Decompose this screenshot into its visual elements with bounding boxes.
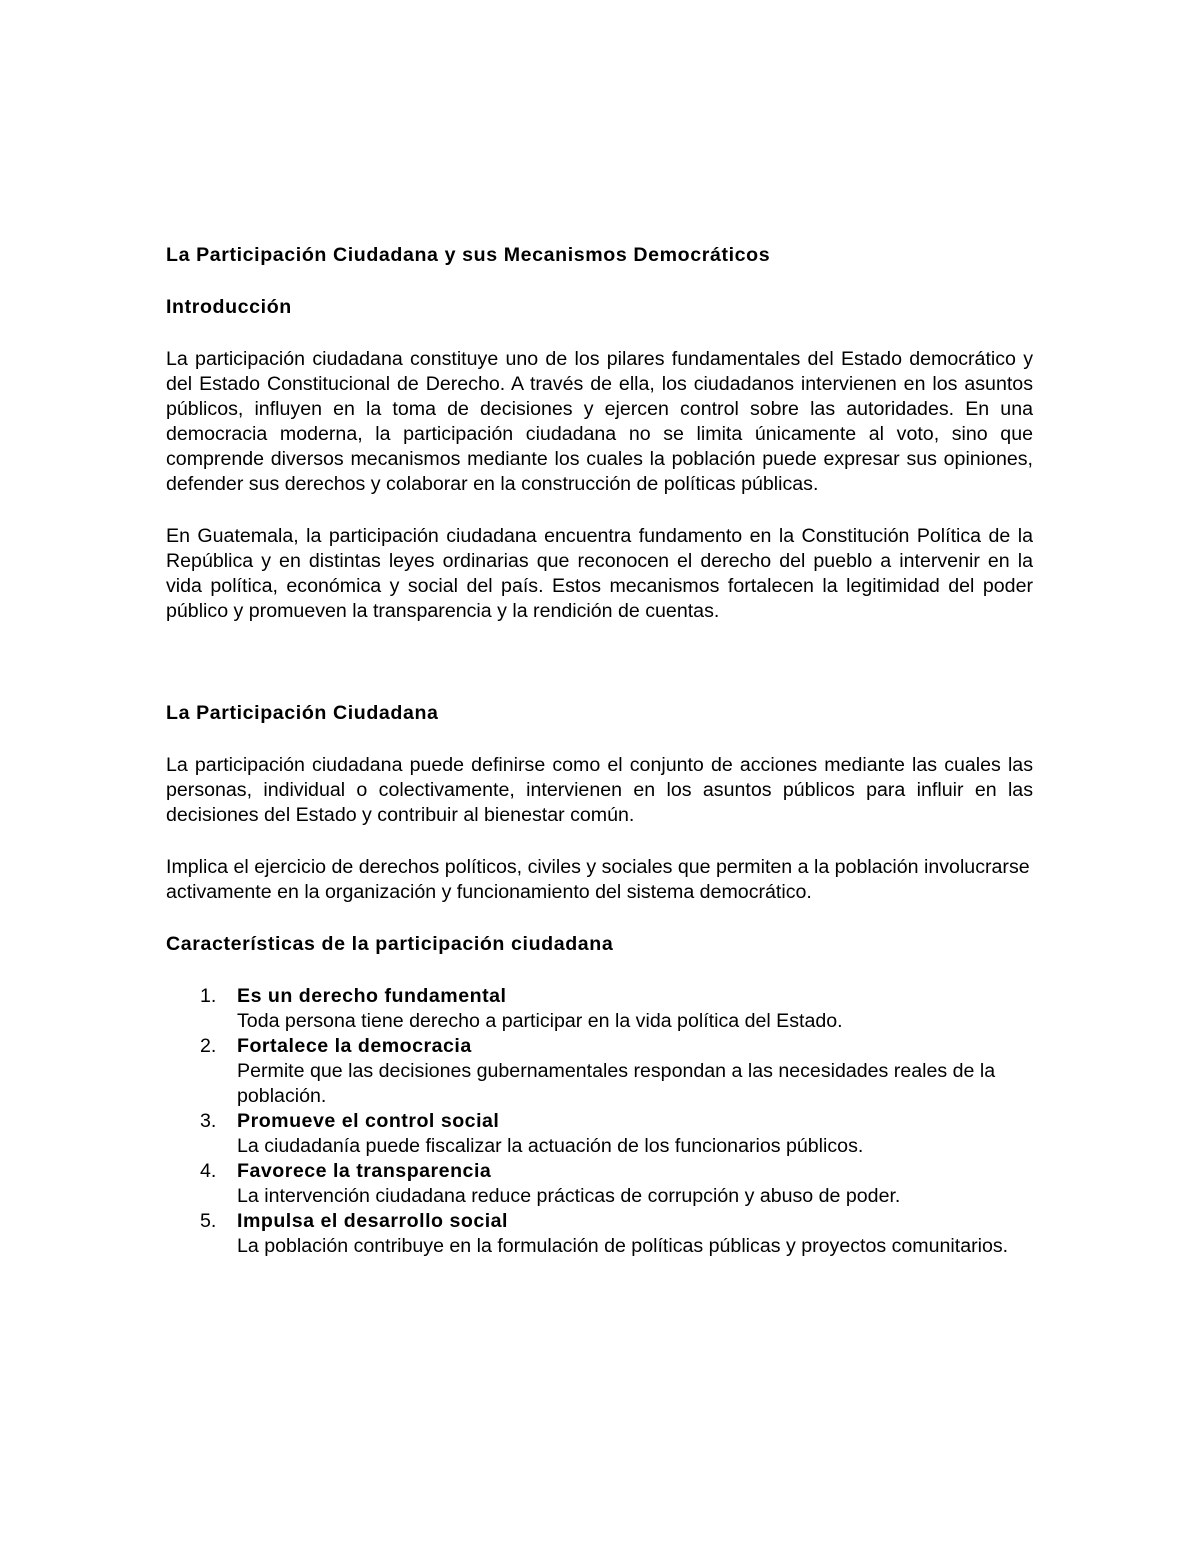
list-item bbox=[166, 984, 1033, 1034]
section-paragraph: Implica el ejercicio de derechos políticos, civiles y sociales que permiten a la población involucrarse activamente en la organización y funcionamiento del sistema democrático. bbox=[166, 856, 1030, 903]
list-item-number: 2. bbox=[200, 1035, 217, 1057]
list-item-description: La población contribuye en la formulación de políticas públicas y proyectos comunitarios. bbox=[237, 1235, 1009, 1257]
intro-paragraph: En Guatemala, la participación ciudadana encuentra fundamento en la Constitución Política de la República y en distintas leyes ordinarias que reconocen el derecho del pueblo a intervenir en la vida política, económica y social del país. Estos mecanismos fortalecen la legitimidad del poder público y promueven la transparencia y la rendición de cuentas. bbox=[166, 525, 1033, 622]
document-title: La Participación Ciudadana y sus Mecanismos Democráticos bbox=[166, 244, 771, 266]
list-item bbox=[166, 1109, 1033, 1159]
characteristics-list bbox=[166, 984, 1033, 1259]
list-item-title: Fortalece la democracia bbox=[237, 1035, 472, 1057]
intro-heading: Introducción bbox=[166, 296, 292, 318]
document-page bbox=[166, 243, 1033, 1259]
section-heading: La Participación Ciudadana bbox=[166, 702, 439, 724]
list-item-title: Es un derecho fundamental bbox=[237, 985, 507, 1007]
list-item-title: Favorece la transparencia bbox=[237, 1160, 492, 1182]
list-item-description: Toda persona tiene derecho a participar en la vida política del Estado. bbox=[237, 1010, 843, 1032]
section-paragraph: La participación ciudadana puede definirse como el conjunto de acciones mediante las cuales las personas, individual o colectivamente, intervienen en los asuntos públicos para influir en las decisiones del Estado y contribuir al bienestar común. bbox=[166, 754, 1033, 826]
list-item bbox=[166, 1034, 1033, 1109]
list-item-description: Permite que las decisiones gubernamentales respondan a las necesidades reales de la población. bbox=[237, 1060, 996, 1107]
list-item-number: 3. bbox=[200, 1110, 217, 1132]
list-item-number: 4. bbox=[200, 1160, 217, 1182]
intro-paragraph: La participación ciudadana constituye uno de los pilares fundamentales del Estado democrático y del Estado Constitucional de Derecho. A través de ella, los ciudadanos intervienen en los asuntos públicos, influyen en la toma de decisiones y ejercen control sobre las autoridades. En una democracia moderna, la participación ciudadana no se limita únicamente al voto, sino que comprende diversos mecanismos mediante los cuales la población puede expresar sus opiniones, defender sus derechos y colaborar en la construcción de políticas públicas. bbox=[166, 348, 1033, 495]
list-item bbox=[166, 1209, 1033, 1259]
list-item-description: La intervención ciudadana reduce prácticas de corrupción y abuso de poder. bbox=[237, 1185, 901, 1207]
characteristics-heading: Características de la participación ciudadana bbox=[166, 933, 614, 955]
list-item-title: Promueve el control social bbox=[237, 1110, 500, 1132]
list-item-number: 5. bbox=[200, 1210, 217, 1232]
list-item-title: Impulsa el desarrollo social bbox=[237, 1210, 508, 1232]
list-item-description: La ciudadanía puede fiscalizar la actuación de los funcionarios públicos. bbox=[237, 1135, 864, 1157]
list-item bbox=[166, 1159, 1033, 1209]
section-spacer bbox=[166, 624, 1033, 674]
list-item-number: 1. bbox=[200, 985, 217, 1007]
